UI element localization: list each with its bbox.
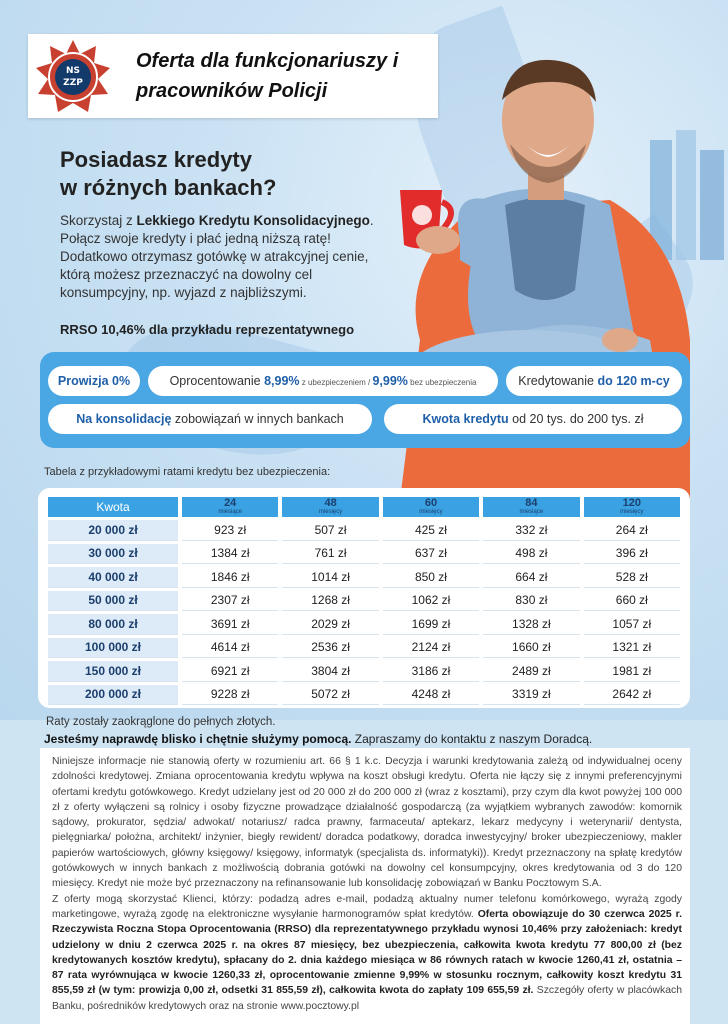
- installment-cell: 5072 zł: [282, 685, 378, 706]
- pill-interest: Oprocentowanie 8,99% z ubezpieczeniem / 9,99% bez ubezpieczenia: [148, 366, 498, 396]
- installment-cell: 660 zł: [584, 591, 680, 612]
- installment-cell: 1846 zł: [182, 567, 278, 588]
- table-row: [48, 591, 680, 612]
- installment-cell: 6921 zł: [182, 661, 278, 682]
- legal-paragraph: Szczegóły oferty w placówkach Banku, pośredników kredytowych oraz na stronie www.pocztowy.pl: [52, 985, 682, 1012]
- amount-cell: 150 000 zł: [48, 661, 178, 682]
- installment-cell: 1057 zł: [584, 614, 680, 635]
- installment-cell: 1062 zł: [383, 591, 479, 612]
- pill-amount: Kwota kredytu od 20 tys. do 200 tys. zł: [384, 404, 682, 434]
- amount-cell: 40 000 zł: [48, 567, 178, 588]
- table-row: [48, 544, 680, 565]
- installment-cell: 528 zł: [584, 567, 680, 588]
- installment-cell: 3804 zł: [282, 661, 378, 682]
- header-months: 48 miesięcy: [282, 497, 378, 517]
- installment-cell: 396 zł: [584, 544, 680, 565]
- amount-cell: 20 000 zł: [48, 520, 178, 541]
- installment-cell: 264 zł: [584, 520, 680, 541]
- installment-cell: 1981 zł: [584, 661, 680, 682]
- installment-cell: 2029 zł: [282, 614, 378, 635]
- table-row: [48, 685, 680, 706]
- installments-table: [44, 494, 684, 708]
- installment-cell: 2307 zł: [182, 591, 278, 612]
- installment-cell: 332 zł: [483, 520, 579, 541]
- pill-term: Kredytowanie do 120 m-cy: [506, 366, 682, 396]
- table-row: [48, 520, 680, 541]
- installment-cell: 761 zł: [282, 544, 378, 565]
- union-badge-logo: [34, 38, 112, 116]
- installment-cell: 4248 zł: [383, 685, 479, 706]
- installment-cell: 4614 zł: [182, 638, 278, 659]
- installment-cell: 1699 zł: [383, 614, 479, 635]
- installment-cell: 2124 zł: [383, 638, 479, 659]
- svg-text:NS: NS: [65, 66, 81, 76]
- installment-cell: 2642 zł: [584, 685, 680, 706]
- installment-cell: 1384 zł: [182, 544, 278, 565]
- installment-cell: 1660 zł: [483, 638, 579, 659]
- offer-highlights: [40, 352, 690, 448]
- header-months: 120 miesięcy: [584, 497, 680, 517]
- legal-representative-example: Oferta obowiązuje do 30 czerwca 2025 r. Rzeczywista Roczna Stopa Oprocentowania (RRSO) dla reprezentatywnego przykładu wynosi 10,46% przy założeniach: kredyt udzielony w dniu 2 czerwca 2025 r. na okres 87 miesięcy, bez ubezpieczenia, całkowita kwota kredytu 77 800,00 zł (bez kredytowanych kosztów kredytu), spłacany do 2. dnia każdego miesiąca w 86 równych ratach w kwocie 1260,41 zł, ostatnia – 87 rata wyrównująca w kwocie 1260,33 zł, oprocentowanie zmienne 9,99% w stosunku rocznym, całkowity koszt kredytu 31 855,59 zł (w tym: prowizja 0,00 zł, odsetki 31 855,59 zł), całkowita kwota do zapłaty 109 655,59 zł.: [52, 908, 682, 997]
- installment-cell: 2536 zł: [282, 638, 378, 659]
- header-kwota: Kwota: [48, 497, 178, 517]
- amount-cell: 30 000 zł: [48, 544, 178, 565]
- installment-cell: 923 zł: [182, 520, 278, 541]
- header-months: 60 miesięcy: [383, 497, 479, 517]
- page-headline: Posiadasz kredyty w różnych bankach?: [60, 147, 277, 200]
- installment-cell: 1014 zł: [282, 567, 378, 588]
- installment-cell: 3691 zł: [182, 614, 278, 635]
- offer-title: Oferta dla funkcjonariuszy i pracowników Policji: [136, 50, 399, 102]
- rrso-note: RRSO 10,46% dla przykładu reprezentatywnego: [60, 322, 355, 337]
- installment-cell: 425 zł: [383, 520, 479, 541]
- header-banner: [28, 34, 438, 118]
- installment-cell: 1321 zł: [584, 638, 680, 659]
- installment-cell: 850 zł: [383, 567, 479, 588]
- table-row: [48, 614, 680, 635]
- rounding-note: Raty zostały zaokrąglone do pełnych złotych.: [46, 716, 276, 728]
- svg-text:ZZP: ZZP: [63, 78, 83, 88]
- table-header-row: [48, 497, 680, 517]
- installment-cell: 664 zł: [483, 567, 579, 588]
- legal-paragraph: Niniejsze informacje nie stanowią oferty w rozumieniu art. 66 § 1 k.c. Decyzja i warunki kredytowania zależą od indywidualnej oceny zdolności kredytowej. Zmiana oprocentowania kredytu wpływa na koszt obsługi kredytu. Oferta nie łączy się z innymi preferencyjnymi ofertami kredytu gotówkowego. Kredyt udzielany jest od 20 000 zł do 200 000 zł (wraz z kosztami), przy czym dla kwot powyżej 100 000 zł z oferty wyłączeni są rolnicy i osoby fizyczne prowadzące działalność gospodarczą (za wyjątkiem wybranych zawodów: komornik sądowy, prokurator, sędzia/ adwokat/ notariusz/ radca prawny, farmaceuta/ aptekarz, lekarz medycyny i weterynarii/ dentysta, pielęgniarka/ położna, architekt/ inżynier, biegły rewident/ doradca podatkowy, doradca inwestycyjny/ broker ubezpieczeniowy, makler papierów wartościowych, główny księgowy/ księgowy, informatyk (specjalista ds. informatyki)). Kredyt przeznaczony na spłatę kredytów gotówkowych w innych bankach z możliwością dobrania gotówki na dowolny cel konsumpcyjny, okres kredytowania od 3 do 120 miesięcy. Kredyt nie może być przeznaczony na refinansowanie lub konsolidację zobowiązań w Banku Pocztowym S.A.: [52, 756, 682, 890]
- installment-cell: 498 zł: [483, 544, 579, 565]
- installment-cell: 1328 zł: [483, 614, 579, 635]
- installment-cell: 830 zł: [483, 591, 579, 612]
- installment-cell: 2489 zł: [483, 661, 579, 682]
- amount-cell: 80 000 zł: [48, 614, 178, 635]
- installment-cell: 507 zł: [282, 520, 378, 541]
- header-months: 84 miesiące: [483, 497, 579, 517]
- installment-cell: 3186 zł: [383, 661, 479, 682]
- header-months: 24 miesiące: [182, 497, 278, 517]
- table-row: [48, 567, 680, 588]
- installment-cell: 3319 zł: [483, 685, 579, 706]
- table-row: [48, 638, 680, 659]
- table-row: [48, 661, 680, 682]
- intro-text: Skorzystaj z Lekkiego Kredytu Konsolidacyjnego. Połącz swoje kredyty i płać jedną niższą ratę! Dodatkowo otrzymasz gotówkę w atrakcyjnej cenie, którą możesz przeznaczyć na dowolny cel konsumpcyjny, np. wyjazd z najbliższymi.: [60, 213, 374, 300]
- legal-disclaimer: [40, 748, 690, 1024]
- pill-consolidation: Na konsolidację zobowiązań w innych bankach: [48, 404, 372, 434]
- amount-cell: 100 000 zł: [48, 638, 178, 659]
- table-caption: Tabela z przykładowymi ratami kredytu bez ubezpieczenia:: [44, 466, 331, 478]
- pill-commission: Prowizja 0%: [48, 366, 140, 396]
- legal-paragraph: Z oferty mogą skorzystać Klienci, którzy: podadzą adres e-mail, podadzą aktualny numer telefonu komórkowego, wyrażą zgody marketingowe, wyrażą zgodę na elektroniczne wysyłanie harmonogramów spłat kredytów.: [52, 893, 682, 920]
- installment-cell: 637 zł: [383, 544, 479, 565]
- contact-note: Jesteśmy naprawdę blisko i chętnie służymy pomocą. Zapraszamy do kontaktu z naszym Doradcą.: [44, 732, 593, 746]
- amount-cell: 50 000 zł: [48, 591, 178, 612]
- amount-cell: 200 000 zł: [48, 685, 178, 706]
- installment-cell: 1268 zł: [282, 591, 378, 612]
- installment-cell: 9228 zł: [182, 685, 278, 706]
